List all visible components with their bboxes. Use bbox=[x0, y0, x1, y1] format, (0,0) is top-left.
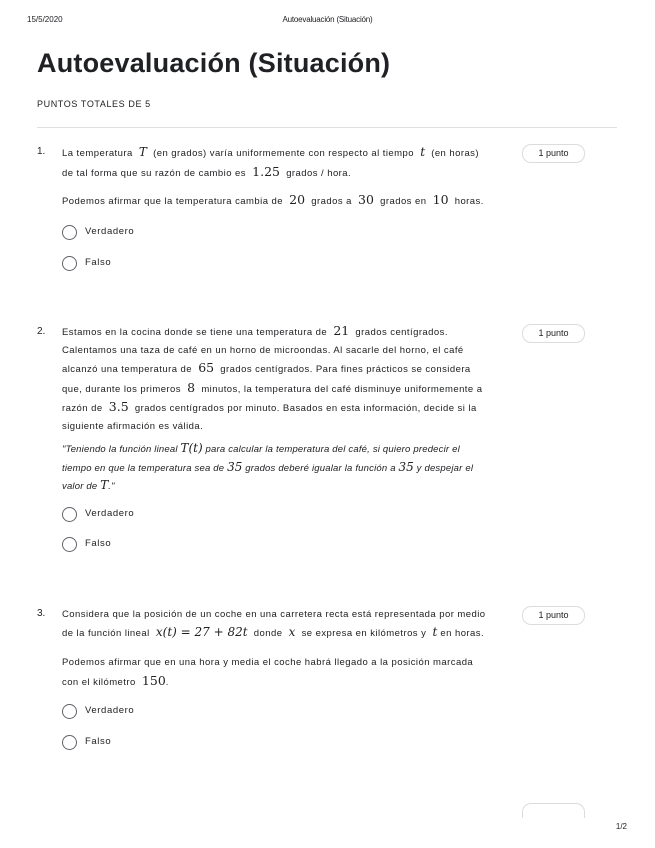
question-statement: Podemos afirmar que en una hora y media el coche habrá llegado a la posición marcada con el kilómetro 150. bbox=[62, 657, 474, 688]
points-badge-partial bbox=[522, 803, 585, 818]
page-title: Autoevaluación (Situación) bbox=[37, 48, 391, 78]
radio-button[interactable] bbox=[62, 704, 77, 719]
divider bbox=[37, 127, 617, 128]
question-number: 3. bbox=[37, 608, 46, 619]
question-text: La temperatura T (en grados) varía uniformemente con respecto al tiempo t (en horas) de tal forma que su razón de cambio es 1.25 grados / hora. bbox=[62, 145, 480, 179]
question-number: 2. bbox=[37, 326, 46, 337]
radio-button[interactable] bbox=[62, 735, 77, 750]
print-date: 15/5/2020 bbox=[27, 15, 63, 24]
radio-button[interactable] bbox=[62, 225, 77, 240]
points-badge: 1 punto bbox=[522, 144, 585, 163]
question-statement: Podemos afirmar que la temperatura cambia de 20 grados a 30 grados en 10 horas. bbox=[62, 192, 484, 207]
points-badge: 1 punto bbox=[522, 606, 585, 625]
question-text: Estamos en la cocina donde se tiene una temperatura de 21 grados centígrados. Calentamos una taza de café en un horno de microondas. Al sacarle del horno, el café alcanzó una temperatura de 65 grados centígrados. Para fines prácticos se considera que, durante los primeros 8 minutos, la temperatura del café disminuye uniformemente a razón de 3.5 grados centígrados por minuto. Basados en esta información, decide si la siguiente afirmación es válida. bbox=[62, 323, 483, 432]
points-badge: 1 punto bbox=[522, 324, 585, 343]
option-label: Verdadero bbox=[85, 226, 135, 237]
option-label: Falso bbox=[85, 736, 112, 747]
option-label: Verdadero bbox=[85, 508, 135, 519]
question-number: 1. bbox=[37, 146, 46, 157]
page-number: 1/2 bbox=[615, 822, 627, 831]
question-statement: "Teniendo la función lineal T(t) para calcular la temperatura del café, si quiero predecir el tiempo en que la temperatura sea de 35 grados deberé igualar la función a 35 y despejar el valor de T." bbox=[62, 441, 474, 492]
radio-button[interactable] bbox=[62, 537, 77, 552]
print-header-title: Autoevaluación (Situación) bbox=[282, 15, 373, 24]
option-label: Verdadero bbox=[85, 705, 135, 716]
radio-button[interactable] bbox=[62, 507, 77, 522]
option-label: Falso bbox=[85, 257, 112, 268]
question-text: Considera que la posición de un coche en una carretera recta está representada por medio de la función lineal x(t) = 27 + 82t donde x se expresa en kilómetros y t en horas. bbox=[62, 609, 486, 639]
points-total: PUNTOS TOTALES DE 5 bbox=[37, 99, 151, 109]
option-label: Falso bbox=[85, 538, 112, 549]
radio-button[interactable] bbox=[62, 256, 77, 271]
